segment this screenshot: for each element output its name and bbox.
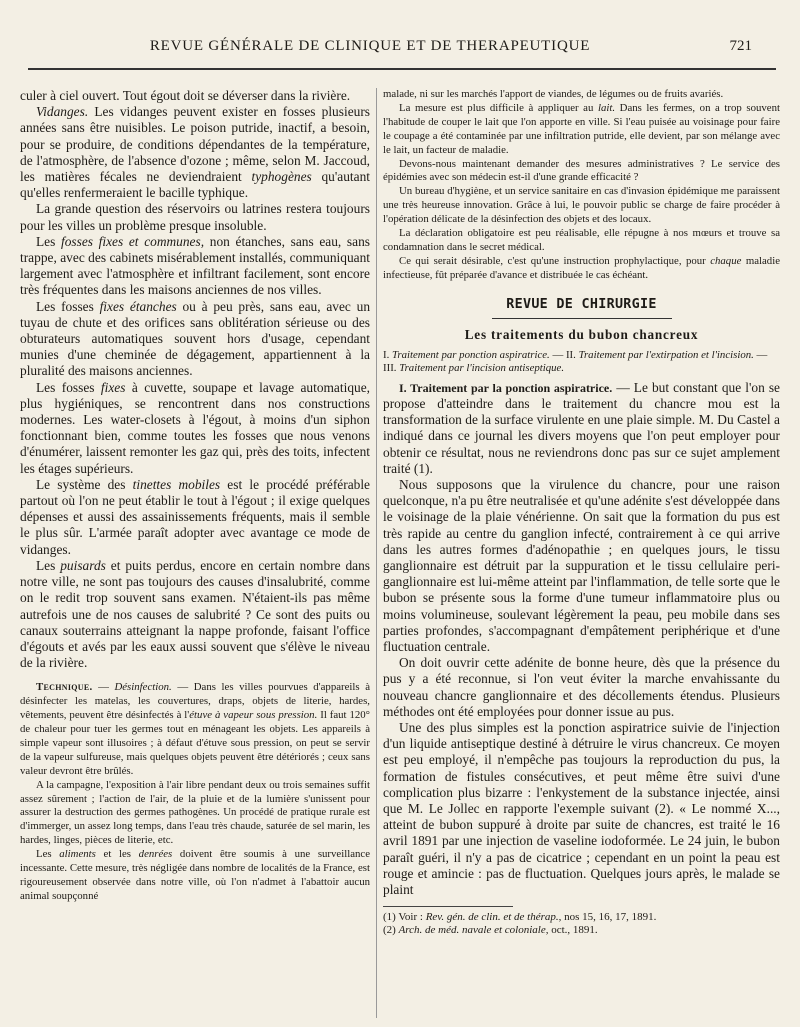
page-header bbox=[0, 0, 800, 70]
paragraph: Le système des tinettes mobiles est le procédé préférable partout où l'on ne peut établir le tout à l'égout ; il exige quelques dépenses et aussi des assainissements fréquents, mais il semble le plus sûr. L'armée paraît adopter avec avantage ce mode de vidanges. bbox=[20, 476, 370, 557]
section-heading: REVUE DE CHIRURGIE bbox=[506, 296, 657, 312]
article-title: Les traitements du bubon chancreux bbox=[464, 326, 699, 342]
right-column bbox=[383, 88, 780, 937]
paragraph: Une des plus simples est la ponction aspiratrice suivie de l'injection d'un liquide antiseptique destiné à détruire le virus chancreux. Ce moyen est peu employé, il n'empêche pas toujours la reproduction du pus, la formation de fistules consécutives, et peut même être suivi d'une complication plus bizarre : l'enkystement de la substance injectée, ainsi que M. Le Jollec en rapporte l'exemple suivant (2). « Le nommé X..., atteint de bubon suppuré à droite par suite de chancres, est traité le 16 avril 1891 par une injection de vaseline iodoformée. Le 24 juin, le bubon paraît guéri, il n'y a pas de cicatrice ; cependant en un point la peau est rouge et amincie : pas de fluctuation. Quelques jours après, le malade se plaint bbox=[383, 719, 780, 897]
paragraph: Nous supposons que la virulence du chancre, pour une raison quelconque, n'a pu être neutralisée et qu'une adénite s'est développée dans le voisinage de la plaie vénérienne. On sait que la formation du pus est très rapide au centre du ganglion infecté, contrairement à ce qui arrive dans les autres formes d'adénopathie ; en quelques jours, le tissu ganglionnaire est détruit par la suppuration et le tissu cellulaire peri-ganglionnaire est lui-même atteint par l'inflammation, de telle sorte que le bubon se présente sous la forme d'une tumeur inflammatoire plus ou moins volumineuse, soulevant légèrement la peau, peu mobile dans ses parties profondes, s'accompagnant d'empâtement periphérique et d'une fluctuation centrale. bbox=[383, 476, 780, 654]
paragraph: La mesure est plus difficile à appliquer au lait. Dans les fermes, on a trop souvent l'habitude de couper le lait que l'on apporte en ville. Si l'eau puisée au voisinage pour faire le coupage a été contaminée par une infiltration putride, elle devient, par son mélange avec le lait, un facteur de maladie. bbox=[383, 101, 780, 156]
header-rule bbox=[28, 68, 776, 70]
page-number: 721 bbox=[729, 38, 752, 54]
footnote-2: (2) Arch. de méd. navale et coloniale, oct., 1891. bbox=[383, 924, 598, 937]
footnote-rule bbox=[383, 906, 513, 907]
paragraph: Les fosses fixes et communes, non étanches, sans eau, sans trappe, avec des cabinets misérablement installés, communiquant largement avec l'atmosphère et infiltrant facilement, sont encore très fréquentes dans les maisons anciennes de nos villes. bbox=[20, 233, 370, 298]
paragraph: La déclaration obligatoire est peu réalisable, elle répugne à nos mœurs et trouve sa condamnation dans le secret médical. bbox=[383, 227, 780, 253]
paragraph: Un bureau d'hygiène, et un service sanitaire en cas d'invasion épidémique me paraissent une très heureuse innovation. Grâce à lui, le pouvoir public se charge de faire procéder à l'opération délicate de la désinfection des objets et des locaux. bbox=[383, 185, 780, 226]
paragraph: On doit ouvrir cette adénite de bonne heure, dès que la présence du pus y a été reconnue, si l'on veut éviter la marche envahissante du nouveau chancre ganglionnaire et des décollements étendus. Plusieurs méthodes ont été employées pour donner issue au pus. bbox=[383, 655, 780, 719]
paragraph: Les fosses fixes étanches ou à peu près, sans eau, avec un tuyau de chute et des orifices sans oblitération sérieuse ou des obturateurs automatiques souvent hors d'usage, cependant munies d'une cheminée de dégagement, appartiennent à la pluralité des maisons anciennes. bbox=[20, 298, 371, 379]
paragraph: Les puisards et puits perdus, encore en certain nombre dans notre ville, ne sont pas toujours des causes d'insalubrité, comme on le redit trop souvent sans examen. N'étaient-ils pas même autrefois une de nos causes de salubrité ? Ce sont des puits ou canaux souterrains atteignant la nappe profonde, faisant l'office d'égouts et avés par les eaux aussi souvent que s'élève le niveau de la rivière. bbox=[20, 557, 370, 671]
paragraph: malade, ni sur les marchés l'apport de viandes, de légumes ou de fruits avariés. bbox=[383, 88, 724, 100]
paragraph-vidanges: Vidanges. Les vidanges peuvent exister en fosses plusieurs années sans être nuisibles. Le poison putride, inactif, a besoin, pour se produire, de conditions dépendantes de la température, de l'atmosphère, de l'absence d'ozone ; même, selon M. Jaccoud, les matières fécales ne deviendraient typhogènes qu'autant qu'elles renfermeraient le bacille typhique. bbox=[20, 104, 370, 201]
running-title: REVUE GÉNÉRALE DE CLINIQUE ET DE THERAPEUTIQUE bbox=[149, 38, 591, 54]
column-separator bbox=[376, 88, 377, 1018]
paragraph: culer à ciel ouvert. Tout égout doit se déverser dans la rivière. bbox=[20, 88, 351, 103]
paragraph: Les aliments et les denrées doivent être soumis à une surveillance incessante. Cette mesure, très négligée dans nombre de localités de la France, est rigoureusement observée dans notre ville, où l'on n'admet à l'abattoir aucun animal soupçonné bbox=[20, 848, 370, 902]
footnote-1: (1) Voir : Rev. gén. de clin. et de thérap., nos 15, 16, 17, 1891. bbox=[383, 911, 657, 924]
paragraph: A la campagne, l'exposition à l'air libre pendant deux ou trois semaines suffit assez sûrement ; l'action de l'air, de la pluie et de la lumière s'unissent pour assurer la destruction des germes pathogènes. Un procédé de pratique rurale est d'immerger, un assez long temps, dans l'eau très chaude, saturée de sel marin, les hardes, linges, pièces de literie, etc. bbox=[20, 778, 370, 847]
paragraph: Les fosses fixes à cuvette, soupape et lavage automatique, plus hygiéniques, se rencontrent dans nos constructions modernes. Les water-closets à l'égout, à moins d'un siphon fonctionnant bien, comme toutes les fosses que nous venons d'énumérer, laissent remonter les gaz qui, près des toits, infectent les étages supérieurs. bbox=[20, 379, 370, 476]
section-underline bbox=[492, 318, 672, 319]
paragraph: Ce qui serait désirable, c'est qu'une instruction prophylactique, pour chaque maladie infectieuse, fût préparée d'avance et distribuée le cas échéant. bbox=[383, 254, 780, 281]
paragraph: Devons-nous maintenant demander des mesures administratives ? Le service des épidémies avec son médecin est-il d'une grande efficacité ? bbox=[383, 157, 780, 184]
paragraph: La grande question des réservoirs ou latrines restera toujours pour les villes un problème presque insoluble. bbox=[20, 201, 370, 233]
paragraph-ponction: I. Traitement par la ponction aspiratrice. — Le but constant que l'on se propose d'atteindre dans le traitement du chancre mou est la transformation de la surface virulente en une plaie simple. M. Du Castel a indiqué dans ce journal les divers moyens que l'on peut employer pour obtenir ce résultat, nous ne reviendrons donc pas sur ce sujet amplement traité (1). bbox=[383, 379, 780, 476]
left-column bbox=[20, 88, 370, 904]
article-summary: I. Traitement par ponction aspiratrice. — II. Traitement par l'extirpation et l'incision. — III. Traitement par l'incision antiseptique. bbox=[383, 348, 768, 374]
paragraph-technique: Technique. — Désinfection. — Dans les villes pourvues d'appareils à désinfecter les matelas, les couvertures, draps, objets de literie, hardes, vêtements, peuvent être désinfectés à l'étuve à vapeur sous pression. Il faut 120° de chaleur pour tuer les germes tout en ménageant les objets. Les appareils à simple vapeur sont illusoires ; à défaut d'étuve sous pression, on peut se servir de la vapeur sulfureuse, mais quelques objets peuvent être détériorés ; ceux sans valeur devront être brûlés. bbox=[20, 681, 371, 777]
